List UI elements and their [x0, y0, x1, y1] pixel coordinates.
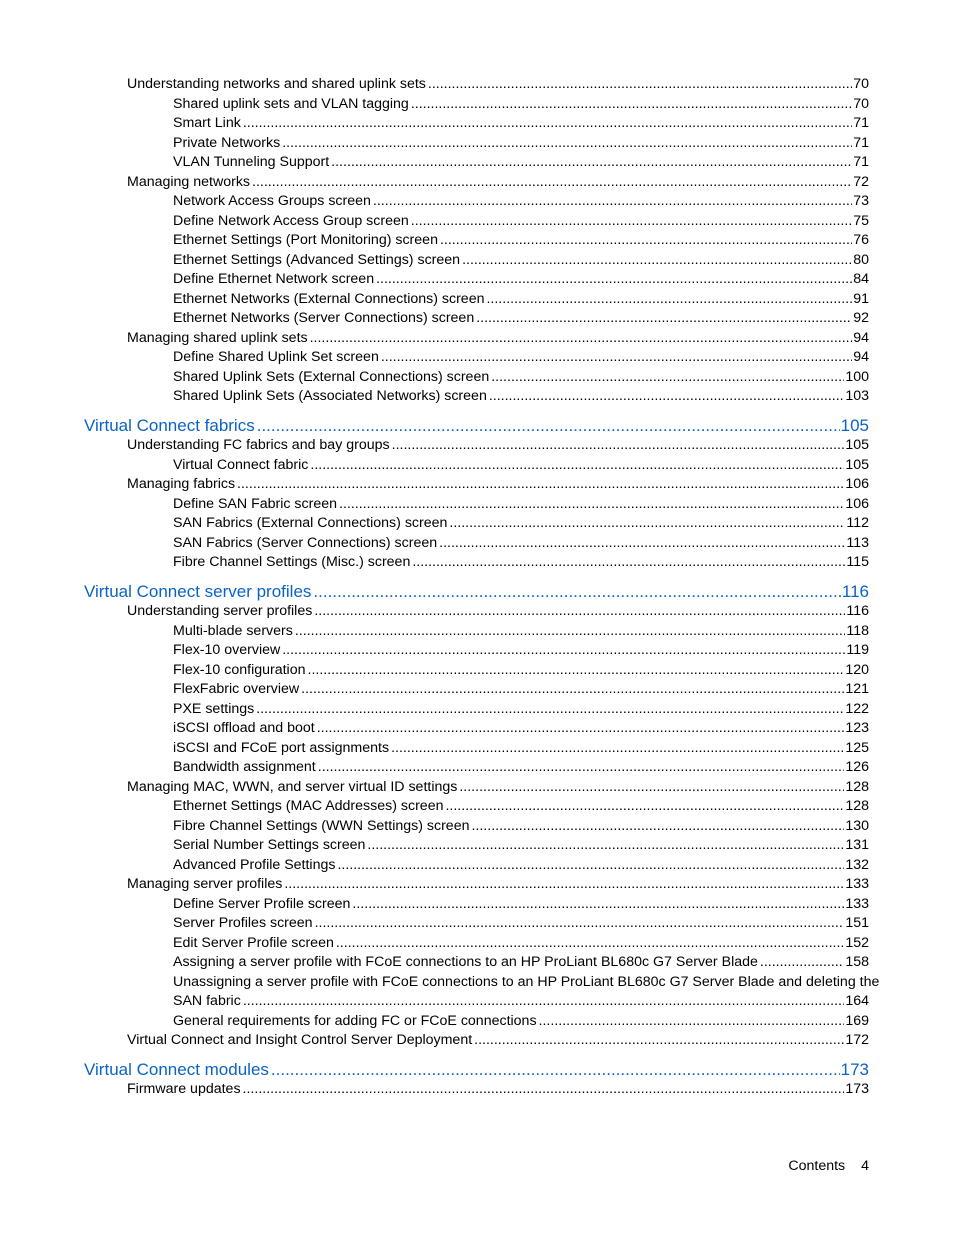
- dot-leader: [243, 114, 852, 134]
- toc-entry-link[interactable]: [84, 875, 869, 895]
- toc-entry-title-continued: SAN fabric: [173, 993, 241, 1009]
- toc-entry-title: Define Network Access Group screen: [173, 212, 409, 229]
- toc-entry-link[interactable]: [84, 134, 869, 154]
- toc-page-number: 125: [845, 739, 869, 756]
- dot-leader: [376, 270, 852, 290]
- toc-entry-title: FlexFabric overview: [173, 681, 300, 697]
- toc-page-number: 152: [845, 934, 869, 951]
- dot-leader: [257, 415, 840, 437]
- toc-page-number: 105: [845, 456, 869, 473]
- toc-page-number: 80: [853, 251, 869, 268]
- toc-entry-title: VLAN Tunneling Support: [173, 154, 330, 170]
- toc-page-number: 106: [845, 495, 869, 512]
- dot-leader: [367, 836, 844, 856]
- dot-leader: [310, 456, 844, 476]
- toc-page-number: 112: [846, 515, 869, 531]
- toc-entry-title: Edit Server Profile screen: [173, 934, 334, 951]
- page-footer: [788, 1158, 869, 1174]
- toc-page-number: 70: [853, 76, 869, 92]
- toc-entry-link[interactable]: [84, 75, 869, 95]
- toc-page-number: 151: [845, 915, 869, 931]
- toc-entry-title: Managing shared uplink sets: [127, 329, 308, 346]
- toc-entry-link[interactable]: [84, 836, 869, 856]
- dot-leader: [760, 953, 844, 973]
- toc-entry-title: iSCSI and FCoE port assignments: [173, 739, 390, 756]
- table-of-contents: [84, 75, 880, 1100]
- toc-entry-title: Ethernet Networks (External Connections) screen: [173, 290, 485, 307]
- dot-leader: [317, 719, 845, 739]
- toc-page-number: 121: [845, 681, 869, 697]
- toc-entry-title: Define Server Profile screen: [173, 895, 351, 912]
- toc-page-number: 92: [853, 310, 869, 326]
- toc-entry-link[interactable]: [84, 212, 869, 232]
- toc-page-number: 118: [846, 622, 869, 639]
- toc-entry-link[interactable]: [84, 456, 869, 476]
- toc-entry-link[interactable]: [84, 700, 869, 720]
- toc-chapter-link[interactable]: [84, 581, 869, 603]
- toc-entry-link[interactable]: [84, 114, 869, 134]
- dot-leader: [439, 534, 845, 554]
- dot-leader: [237, 475, 844, 495]
- dot-leader: [271, 1059, 840, 1081]
- dot-leader: [411, 95, 852, 115]
- toc-entry-title: Fibre Channel Settings (WWN Settings) screen: [173, 817, 470, 834]
- toc-page-number: 116: [841, 582, 869, 601]
- toc-page-number: 84: [853, 271, 869, 287]
- dot-leader: [352, 895, 844, 915]
- dot-leader: [313, 581, 840, 603]
- toc-entry-title: Ethernet Settings (MAC Addresses) screen: [173, 798, 444, 814]
- toc-page-number: 103: [845, 388, 869, 404]
- toc-page-number: 115: [846, 554, 869, 570]
- toc-entry-title: Firmware updates: [127, 1081, 241, 1097]
- toc-entry-link[interactable]: [84, 251, 869, 271]
- toc-entry-link[interactable]: [84, 856, 869, 876]
- toc-entry-title: Shared Uplink Sets (External Connections) screen: [173, 368, 490, 385]
- toc-entry-link[interactable]: [84, 739, 869, 759]
- toc-entry-title: Virtual Connect and Insight Control Server Deployment: [127, 1032, 473, 1048]
- dot-leader: [331, 153, 852, 173]
- dot-leader: [282, 641, 845, 661]
- toc-entry-link[interactable]: [84, 934, 869, 954]
- dot-leader: [314, 602, 845, 622]
- toc-entry-link[interactable]: [84, 973, 880, 1012]
- toc-entry-title: Private Networks: [173, 134, 281, 151]
- toc-entry-link[interactable]: [84, 895, 869, 915]
- toc-page-number: 130: [845, 817, 869, 834]
- dot-leader: [301, 680, 844, 700]
- dot-leader: [459, 778, 844, 798]
- toc-page-number: 106: [845, 476, 869, 492]
- dot-leader: [243, 1080, 845, 1100]
- toc-entry-title: Serial Number Settings screen: [173, 837, 366, 853]
- toc-entry-link[interactable]: [84, 95, 869, 115]
- toc-page-number: 71: [853, 154, 869, 170]
- toc-page-number: 158: [845, 954, 869, 970]
- toc-entry-link[interactable]: [84, 192, 869, 212]
- toc-page-number: 91: [853, 290, 869, 307]
- dot-leader: [308, 661, 845, 681]
- toc-page-number: 131: [845, 837, 869, 853]
- toc-entry-title: Virtual Connect server profiles: [84, 582, 312, 601]
- dot-leader: [489, 387, 844, 407]
- toc-page-number: 133: [845, 876, 869, 892]
- toc-entry-link[interactable]: [84, 719, 869, 739]
- toc-page-number: 164: [845, 993, 869, 1009]
- toc-entry-title: Ethernet Settings (Port Monitoring) screen: [173, 232, 438, 248]
- toc-chapter-link[interactable]: [84, 1059, 869, 1081]
- toc-page-number: 122: [845, 700, 869, 717]
- toc-entry-title: Smart Link: [173, 115, 241, 131]
- toc-entry-link[interactable]: [84, 348, 869, 368]
- toc-entry-link[interactable]: [84, 153, 869, 173]
- dot-leader: [486, 290, 852, 310]
- toc-entry-link[interactable]: [84, 436, 869, 456]
- toc-page-number: 119: [846, 642, 869, 658]
- footer-label: Contents: [788, 1158, 846, 1174]
- toc-page-number: 75: [853, 212, 869, 229]
- toc-entry-link[interactable]: [84, 231, 869, 251]
- toc-entry-title: Virtual Connect fabrics: [84, 416, 255, 435]
- toc-entry-link[interactable]: [84, 1031, 869, 1051]
- toc-page-number: 94: [853, 329, 869, 346]
- toc-entry-link[interactable]: [84, 953, 869, 973]
- toc-entry-link[interactable]: [84, 661, 869, 681]
- toc-page-number: 105: [845, 437, 869, 453]
- toc-entry-title: SAN Fabrics (External Connections) screen: [173, 515, 448, 531]
- dot-leader: [315, 914, 845, 934]
- toc-entry-title: Define SAN Fabric screen: [173, 495, 338, 512]
- toc-entry-link[interactable]: [84, 641, 869, 661]
- toc-entry-title: Shared uplink sets and VLAN tagging: [173, 95, 409, 112]
- toc-entry-link[interactable]: [84, 270, 869, 290]
- dot-leader: [449, 514, 845, 534]
- dot-leader: [474, 1031, 844, 1051]
- toc-entry-link[interactable]: [84, 309, 869, 329]
- toc-page-number: 133: [845, 895, 869, 912]
- dot-leader: [310, 329, 853, 349]
- dot-leader: [295, 622, 846, 642]
- toc-page-number: 113: [846, 534, 869, 551]
- toc-entry-title: Understanding networks and shared uplink sets: [127, 76, 426, 92]
- toc-page-number: 105: [840, 416, 869, 435]
- toc-entry-link[interactable]: [84, 534, 869, 554]
- toc-entry-title: Assigning a server profile with FCoE connections to an HP ProLiant BL680c G7 Server Blade: [173, 954, 758, 970]
- toc-entry-title: Ethernet Networks (Server Connections) screen: [173, 310, 475, 326]
- dot-leader: [428, 75, 852, 95]
- toc-entry-link[interactable]: [84, 602, 869, 622]
- toc-entry-title: Define Shared Uplink Set screen: [173, 349, 379, 365]
- toc-page-number: 72: [853, 173, 869, 190]
- dot-leader: [339, 495, 844, 515]
- toc-page-number: 128: [845, 778, 869, 795]
- toc-entry-title: Flex-10 configuration: [173, 661, 306, 678]
- toc-entry-link[interactable]: [84, 553, 869, 573]
- toc-entry-link[interactable]: [84, 387, 869, 407]
- toc-entry-title: Virtual Connect fabric: [173, 456, 309, 473]
- toc-entry-link[interactable]: [84, 173, 869, 193]
- toc-entry-title: Bandwidth assignment: [173, 759, 316, 775]
- toc-entry-title: Managing networks: [127, 173, 251, 190]
- dot-leader: [282, 134, 852, 154]
- toc-entry-link[interactable]: [84, 1080, 869, 1100]
- toc-entry-link[interactable]: [84, 495, 869, 515]
- toc-entry-title: Define Ethernet Network screen: [173, 271, 375, 287]
- toc-page-number: 169: [845, 1012, 869, 1029]
- toc-entry-link[interactable]: [84, 914, 869, 934]
- toc-entry-title: Understanding server profiles: [127, 603, 313, 619]
- toc-page-number: 71: [853, 115, 869, 131]
- toc-page-number: 94: [853, 349, 869, 365]
- toc-entry-title: PXE settings: [173, 700, 255, 717]
- toc-entry-link[interactable]: [84, 758, 869, 778]
- dot-leader: [256, 700, 844, 720]
- toc-entry-title: Shared Uplink Sets (Associated Networks) screen: [173, 388, 487, 404]
- dot-leader: [491, 368, 844, 388]
- toc-entry-link[interactable]: [84, 290, 869, 310]
- toc-entry-link[interactable]: [84, 680, 869, 700]
- toc-entry-title: SAN Fabrics (Server Connections) screen: [173, 534, 438, 551]
- toc-entry-link[interactable]: [84, 817, 869, 837]
- toc-page-number: 120: [845, 661, 869, 678]
- dot-leader: [445, 797, 844, 817]
- toc-entry-link[interactable]: [84, 514, 869, 534]
- dot-leader: [318, 758, 845, 778]
- toc-page-number: 126: [845, 759, 869, 775]
- toc-page-number: 128: [845, 798, 869, 814]
- toc-entry-title: Network Access Groups screen: [173, 193, 371, 209]
- toc-entry-link[interactable]: [84, 368, 869, 388]
- dot-leader: [412, 553, 845, 573]
- toc-page-number: 100: [845, 368, 869, 385]
- toc-entry-link[interactable]: [84, 797, 869, 817]
- toc-entry-link[interactable]: [84, 475, 869, 495]
- toc-entry-title: Multi-blade servers: [173, 622, 293, 639]
- toc-entry-title: Flex-10 overview: [173, 642, 281, 658]
- toc-entry-title: Ethernet Settings (Advanced Settings) screen: [173, 251, 461, 268]
- toc-entry-title: Managing fabrics: [127, 476, 236, 492]
- dot-leader: [440, 231, 852, 251]
- toc-entry-title: Unassigning a server profile with FCoE connections to an HP ProLiant BL680c G7 Server Blade and deleting the: [173, 973, 880, 990]
- toc-chapter-link[interactable]: [84, 415, 869, 437]
- toc-page-number: 123: [845, 720, 869, 736]
- dot-leader: [471, 817, 844, 837]
- toc-page-number: 73: [853, 193, 869, 209]
- page-number: 4: [861, 1158, 869, 1174]
- toc-entry-link[interactable]: [84, 1012, 869, 1032]
- toc-page-number: 173: [840, 1060, 869, 1079]
- dot-leader: [252, 173, 852, 193]
- dot-leader: [476, 309, 852, 329]
- toc-entry-title: Server Profiles screen: [173, 915, 313, 931]
- toc-entry-title: Virtual Connect modules: [84, 1060, 269, 1079]
- dot-leader: [337, 856, 844, 876]
- dot-leader: [539, 1012, 845, 1032]
- toc-page-number: 172: [845, 1032, 869, 1048]
- toc-entry-title: Understanding FC fabrics and bay groups: [127, 437, 390, 453]
- toc-entry-title: iSCSI offload and boot: [173, 720, 315, 736]
- toc-page-number: 70: [853, 95, 869, 112]
- dot-leader: [284, 875, 844, 895]
- dot-leader: [336, 934, 844, 954]
- toc-entry-title: Managing MAC, WWN, and server virtual ID settings: [127, 778, 458, 795]
- toc-entry-title: Advanced Profile Settings: [173, 856, 336, 873]
- toc-page-number: 71: [853, 134, 869, 151]
- toc-entry-title: Fibre Channel Settings (Misc.) screen: [173, 554, 411, 570]
- dot-leader: [243, 992, 845, 1012]
- toc-entry-link[interactable]: [84, 622, 869, 642]
- toc-page-number: 76: [853, 232, 869, 248]
- dot-leader: [411, 212, 852, 232]
- toc-entry-title: General requirements for adding FC or FCoE connections: [173, 1012, 537, 1029]
- toc-entry-link[interactable]: [84, 778, 869, 798]
- toc-entry-title: Managing server profiles: [127, 876, 283, 892]
- dot-leader: [373, 192, 852, 212]
- toc-page-number: 173: [845, 1081, 869, 1097]
- dot-leader: [462, 251, 852, 271]
- toc-entry-link[interactable]: [84, 329, 869, 349]
- toc-page-number: 116: [846, 603, 869, 619]
- dot-leader: [391, 739, 844, 759]
- toc-page-number: 132: [845, 856, 869, 873]
- dot-leader: [381, 348, 852, 368]
- dot-leader: [392, 436, 845, 456]
